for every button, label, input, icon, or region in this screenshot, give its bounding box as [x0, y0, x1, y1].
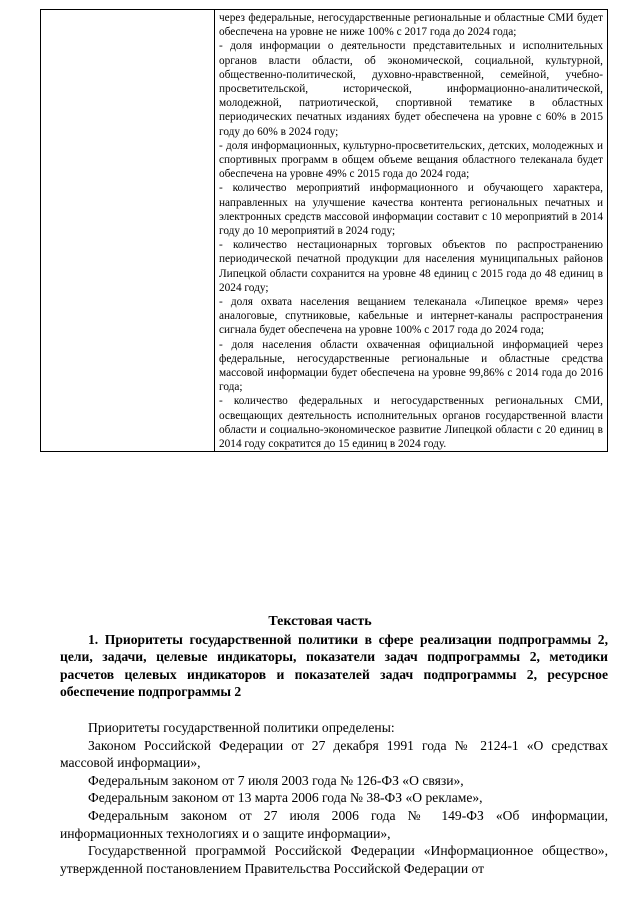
- indicators-table: [40, 9, 608, 452]
- table-item: - доля охвата населения вещанием телеканала «Липецкое время» через аналоговые, спутниковые, кабельные и интернет-каналы распространения сигнала будет обеспечена на уровне 100% с 2017 года до 2024 года;: [219, 296, 603, 337]
- subsection-heading: 1. Приоритеты государственной политики в сфере реализации подпрограммы 2, цели, задачи, целевые индикаторы, показатели задач подпрограммы 2, методики расчетов целевых индикаторов и показателей задач подпрограммы 2, ресурсное обеспечение подпрограммы 2: [60, 632, 608, 700]
- table-cell-right: [215, 10, 608, 452]
- body-paragraph: Федеральным законом от 7 июля 2003 года № 126-ФЗ «О связи»,: [88, 772, 464, 788]
- body-paragraph: Законом Российской Федерации от 27 декабря 1991 года № 2124-1 «О средствах массовой информации»,: [60, 737, 608, 771]
- body-paragraph: Приоритеты государственной политики определены:: [88, 720, 395, 735]
- section-heading: Текстовая часть: [268, 614, 372, 629]
- body-text: [60, 719, 608, 877]
- table-item: - доля информационных, культурно-просветительских, детских, молодежных и спортивных программ в общем объеме вещания областного телеканала будет обеспечена на уровне 49% с 2015 года до 2024 года;: [219, 139, 603, 181]
- table-item: - доля населения области охваченная официальной информацией через федеральные, негосударственные региональные и областные средства массовой информации будет обеспечена на уровне 99,86% с 2014 года до 2016 года;: [219, 338, 603, 394]
- table-cell-left: [41, 10, 215, 452]
- body-paragraph: Федеральным законом от 27 июля 2006 года № 149-ФЗ «Об информации, информационных технологиях и о защите информации»,: [60, 807, 608, 841]
- table-item: - доля информации о деятельности представительных и исполнительных органов власти области, об экономической, социальной, культурной, общественно-политической, духовно-нравственной, семейной, учебно-просветительской, исторической, информационно-аналитической, молодежной, патриотической, спортивной тематике в областных периодических печатных изданиях будет обеспечена на уровне с 60% в 2015 году до 60% в 2024 году;: [219, 40, 603, 138]
- table-item: через федеральные, негосударственные региональные и областные СМИ будет обеспечена на уровне не ниже 100% с 2017 года до 2024 года;: [219, 12, 603, 39]
- body-paragraph: Государственной программой Российской Федерации «Информационное общество», утвержденной постановлением Правительства Российской Федерации от: [60, 843, 608, 876]
- table-item: - количество нестационарных торговых объектов по распространению периодической печатной продукции для населения муниципальных районов Липецкой области сохранится на уровне 48 единиц с 2015 года до 48 единиц в 2024 году;: [219, 239, 603, 294]
- body-paragraph: Федеральным законом от 13 марта 2006 года № 38-ФЗ «О рекламе»,: [88, 790, 483, 806]
- table-item: - количество мероприятий информационного и обучающего характера, направленных на улучшение качества контента региональных печатных и электронных средств массовой информации составит с 10 мероприятий в 2014 году до 10 мероприятий в 2024 году;: [219, 182, 603, 238]
- table-item: - количество федеральных и негосударственных региональных СМИ, освещающих деятельность исполнительных органов государственной власти области и социально-экономическое развитие Липецкой области с 20 единиц в 2014 году сократится до 15 единиц в 2024 году.: [219, 395, 603, 451]
- table-row: [41, 10, 608, 452]
